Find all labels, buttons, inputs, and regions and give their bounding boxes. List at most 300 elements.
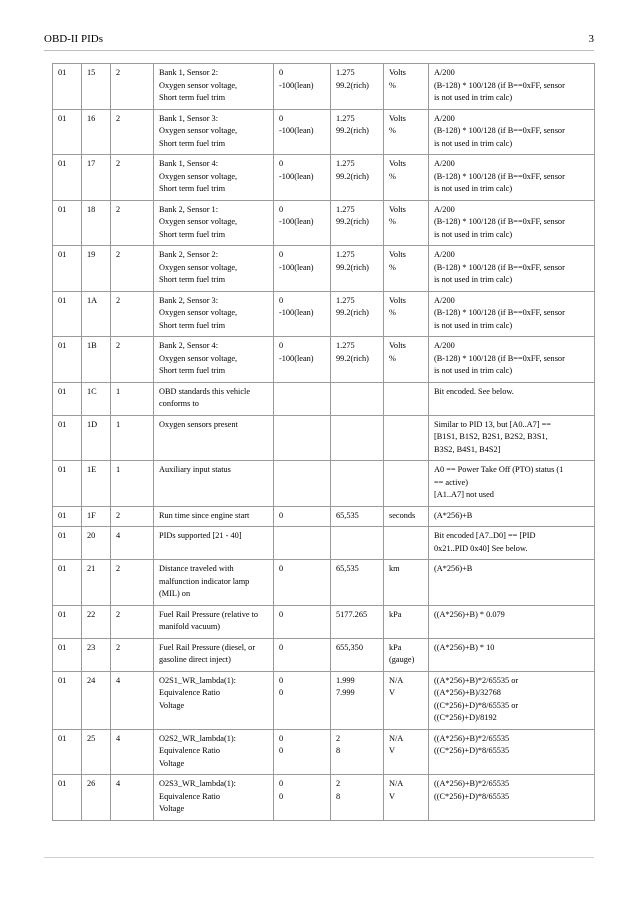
page-header (44, 30, 594, 51)
table-row (53, 246, 595, 292)
min-value-line: 0 (279, 341, 284, 350)
table-row (53, 560, 595, 606)
description-line: O2S1_WR_lambda(1): (159, 675, 236, 685)
description-line: Oxygen sensors present (159, 419, 238, 429)
table-row (53, 461, 595, 507)
max-value-cell (331, 461, 384, 507)
formula-line: ((C*256)+D)*8/65535 or (434, 700, 519, 710)
formula-line: ((A*256)+B)/32768 (434, 688, 501, 697)
bytes-cell: 2 (111, 506, 154, 527)
table-row (53, 200, 595, 246)
description-line: Short term fuel trim (159, 366, 226, 375)
description-line: Fuel Rail Pressure (diesel, or (159, 642, 256, 652)
units-line: kPa (389, 609, 402, 619)
description-line: manifold vacuum) (159, 622, 221, 631)
min-value-line: 0 (279, 791, 284, 801)
units-cell (384, 155, 429, 201)
mode-cell: 01 (53, 506, 82, 527)
min-value-line: 0 (279, 746, 284, 755)
description-line: Short term fuel trim (159, 93, 226, 102)
max-value-cell (331, 200, 384, 246)
units-line: % (389, 80, 396, 90)
description-cell (154, 200, 274, 246)
max-value-cell (331, 415, 384, 461)
formula-cell (429, 461, 595, 507)
max-value-line: 655,350 (336, 642, 363, 652)
min-value-cell (274, 605, 331, 638)
description-line: Equivalence Ratio (159, 746, 221, 755)
units-cell (384, 415, 429, 461)
table-row (53, 64, 595, 110)
max-value-line: 99.2(rich) (336, 126, 369, 135)
max-value-line: 1.275 (336, 295, 355, 305)
min-value-cell (274, 560, 331, 606)
min-value-line: 0 (279, 159, 284, 168)
formula-line: A/200 (434, 341, 455, 350)
description-line: Auxiliary input status (159, 465, 231, 474)
max-value-cell (331, 155, 384, 201)
mode-cell: 01 (53, 415, 82, 461)
formula-cell (429, 200, 595, 246)
bytes-cell: 4 (111, 775, 154, 821)
bytes-cell: 2 (111, 64, 154, 110)
max-value-line: 99.2(rich) (336, 308, 369, 317)
min-value-cell (274, 638, 331, 671)
table-row (53, 671, 595, 729)
description-line: Fuel Rail Pressure (relative to (159, 609, 259, 619)
max-value-cell (331, 729, 384, 775)
units-line: seconds (389, 510, 416, 520)
bytes-cell: 2 (111, 109, 154, 155)
bytes-cell: 4 (111, 527, 154, 560)
bytes-cell: 1 (111, 415, 154, 461)
units-line: % (389, 308, 396, 317)
description-line: Bank 2, Sensor 2: (159, 250, 218, 259)
min-value-cell (274, 775, 331, 821)
description-line: O2S3_WR_lambda(1): (159, 779, 236, 788)
formula-cell (429, 155, 595, 201)
formula-cell (429, 560, 595, 606)
units-cell (384, 337, 429, 383)
max-value-line: 1.275 (336, 68, 355, 77)
description-cell (154, 382, 274, 415)
units-cell (384, 64, 429, 110)
table-row (53, 527, 595, 560)
formula-cell (429, 64, 595, 110)
pid-table (52, 63, 595, 821)
max-value-line: 8 (336, 791, 341, 801)
mode-cell: 01 (53, 729, 82, 775)
description-line: conforms to (159, 399, 199, 408)
pid-cell: 21 (82, 560, 111, 606)
formula-line: ((C*256)+D)/8192 (434, 713, 497, 722)
min-value-line: -100(lean) (279, 262, 314, 272)
formula-line: 0x21..PID 0x40] See below. (434, 543, 528, 553)
formula-line: (B-128) * 100/128 (if B==0xFF, sensor (434, 308, 565, 317)
max-value-cell (331, 337, 384, 383)
description-line: Equivalence Ratio (159, 791, 221, 801)
pid-cell: 18 (82, 200, 111, 246)
min-value-cell (274, 729, 331, 775)
formula-line: (B-128) * 100/128 (if B==0xFF, sensor (434, 217, 565, 226)
min-value-line: 0 (279, 295, 284, 305)
formula-line: (A*256)+B (434, 564, 473, 573)
max-value-line: 2 (336, 779, 341, 788)
max-value-cell (331, 64, 384, 110)
max-value-cell (331, 775, 384, 821)
max-value-cell (331, 638, 384, 671)
formula-cell (429, 246, 595, 292)
max-value-cell (331, 382, 384, 415)
description-line: Bank 1, Sensor 4: (159, 159, 218, 168)
units-cell (384, 382, 429, 415)
min-value-line: -100(lean) (279, 353, 314, 363)
units-line: Volts (389, 295, 406, 305)
mode-cell: 01 (53, 200, 82, 246)
min-value-cell (274, 337, 331, 383)
max-value-cell (331, 506, 384, 527)
mode-cell: 01 (53, 605, 82, 638)
description-line: Oxygen sensor voltage, (159, 171, 238, 181)
description-line: OBD standards this vehicle (159, 386, 251, 396)
bytes-cell: 2 (111, 337, 154, 383)
max-value-cell (331, 671, 384, 729)
description-cell (154, 527, 274, 560)
description-line: Run time since engine start (159, 510, 250, 520)
formula-cell (429, 506, 595, 527)
description-line: Oxygen sensor voltage, (159, 80, 238, 90)
min-value-line: 0 (279, 688, 284, 697)
formula-cell (429, 109, 595, 155)
description-line: Oxygen sensor voltage, (159, 126, 238, 135)
units-line: V (389, 688, 395, 697)
max-value-cell (331, 605, 384, 638)
units-line: % (389, 217, 396, 226)
formula-line: is not used in trim calc) (434, 275, 513, 284)
document-title: OBD-II PIDs (44, 33, 103, 45)
max-value-line: 7.999 (336, 688, 355, 697)
pid-cell: 19 (82, 246, 111, 292)
formula-line: A0 == Power Take Off (PTO) status (1 (434, 465, 564, 474)
description-line: (MIL) on (159, 589, 191, 598)
min-value-cell (274, 461, 331, 507)
bytes-cell: 2 (111, 605, 154, 638)
table-row (53, 775, 595, 821)
bytes-cell: 1 (111, 461, 154, 507)
max-value-line: 2 (336, 733, 341, 743)
min-value-cell (274, 200, 331, 246)
description-line: Short term fuel trim (159, 138, 226, 148)
table-row (53, 382, 595, 415)
units-cell (384, 775, 429, 821)
pid-cell: 1E (82, 461, 111, 507)
description-line: Voltage (159, 804, 185, 813)
formula-cell (429, 671, 595, 729)
description-line: Distance traveled with (159, 564, 234, 573)
units-cell (384, 109, 429, 155)
formula-line: (A*256)+B (434, 510, 473, 520)
formula-line: is not used in trim calc) (434, 320, 513, 330)
max-value-line: 1.275 (336, 159, 355, 168)
max-value-line: 8 (336, 746, 341, 755)
units-line: Volts (389, 68, 406, 77)
formula-line: ((A*256)+B)*2/65535 or (434, 675, 519, 685)
min-value-cell (274, 506, 331, 527)
description-line: Bank 2, Sensor 1: (159, 204, 218, 214)
description-line: Equivalence Ratio (159, 688, 221, 697)
pid-cell: 15 (82, 64, 111, 110)
mode-cell: 01 (53, 291, 82, 337)
table-row (53, 109, 595, 155)
pid-cell: 1F (82, 506, 111, 527)
min-value-line: 0 (279, 68, 284, 77)
formula-line: is not used in trim calc) (434, 229, 513, 239)
formula-line: is not used in trim calc) (434, 184, 513, 193)
max-value-line: 99.2(rich) (336, 262, 369, 272)
units-line: N/A (389, 733, 404, 743)
formula-line: A/200 (434, 113, 455, 123)
min-value-line: 0 (279, 609, 284, 619)
table-row (53, 155, 595, 201)
min-value-line: 0 (279, 510, 284, 520)
bytes-cell: 2 (111, 246, 154, 292)
pid-cell: 1B (82, 337, 111, 383)
description-cell (154, 638, 274, 671)
formula-cell (429, 527, 595, 560)
units-line: % (389, 171, 396, 181)
pid-cell: 22 (82, 605, 111, 638)
formula-line: is not used in trim calc) (434, 138, 513, 148)
bytes-cell: 2 (111, 291, 154, 337)
min-value-cell (274, 155, 331, 201)
max-value-line: 1.999 (336, 675, 355, 685)
pid-cell: 1D (82, 415, 111, 461)
formula-line: [B1S1, B1S2, B2S1, B2S2, B3S1, (434, 432, 548, 441)
units-cell (384, 200, 429, 246)
table-row (53, 729, 595, 775)
description-line: Bank 1, Sensor 2: (159, 68, 218, 77)
description-cell (154, 337, 274, 383)
max-value-line: 99.2(rich) (336, 217, 369, 226)
pid-cell: 17 (82, 155, 111, 201)
formula-cell (429, 291, 595, 337)
mode-cell: 01 (53, 382, 82, 415)
formula-line: ((A*256)+B) * 0.079 (434, 609, 505, 619)
max-value-line: 99.2(rich) (336, 171, 369, 181)
mode-cell: 01 (53, 560, 82, 606)
formula-line: A/200 (434, 204, 455, 214)
table-row (53, 605, 595, 638)
max-value-line: 99.2(rich) (336, 80, 369, 90)
bytes-cell: 2 (111, 638, 154, 671)
formula-line: Bit encoded [A7..D0] == [PID (434, 531, 536, 540)
units-line: N/A (389, 779, 404, 788)
description-line: Voltage (159, 758, 185, 768)
units-line: Volts (389, 204, 406, 214)
description-line: Short term fuel trim (159, 184, 226, 193)
formula-cell (429, 337, 595, 383)
table-row (53, 506, 595, 527)
units-cell (384, 671, 429, 729)
units-line: Volts (389, 341, 406, 350)
formula-cell (429, 729, 595, 775)
pid-cell: 25 (82, 729, 111, 775)
min-value-cell (274, 382, 331, 415)
max-value-cell (331, 527, 384, 560)
min-value-cell (274, 415, 331, 461)
formula-line: ((C*256)+D)*8/65535 (434, 746, 510, 755)
units-cell (384, 527, 429, 560)
footer-rule (44, 857, 594, 858)
formula-cell (429, 775, 595, 821)
formula-line: A/200 (434, 250, 455, 259)
formula-cell (429, 605, 595, 638)
description-cell (154, 775, 274, 821)
formula-cell (429, 382, 595, 415)
pid-cell: 1A (82, 291, 111, 337)
formula-line: ((A*256)+B)*2/65535 (434, 779, 510, 788)
description-cell (154, 671, 274, 729)
description-cell (154, 155, 274, 201)
min-value-cell (274, 291, 331, 337)
description-line: PIDs supported [21 - 40] (159, 531, 242, 540)
units-cell (384, 605, 429, 638)
max-value-line: 1.275 (336, 113, 355, 123)
description-line: Oxygen sensor voltage, (159, 262, 238, 272)
units-line: Volts (389, 113, 406, 123)
description-line: malfunction indicator lamp (159, 576, 250, 586)
mode-cell: 01 (53, 638, 82, 671)
mode-cell: 01 (53, 155, 82, 201)
mode-cell: 01 (53, 246, 82, 292)
min-value-line: 0 (279, 113, 284, 123)
min-value-cell (274, 64, 331, 110)
max-value-cell (331, 291, 384, 337)
description-cell (154, 109, 274, 155)
formula-line: A/200 (434, 68, 455, 77)
mode-cell: 01 (53, 461, 82, 507)
mode-cell: 01 (53, 775, 82, 821)
units-line: Volts (389, 159, 406, 168)
min-value-cell (274, 109, 331, 155)
formula-line: is not used in trim calc) (434, 366, 513, 375)
units-cell (384, 461, 429, 507)
min-value-line: -100(lean) (279, 171, 314, 181)
page-number: 3 (588, 33, 594, 45)
formula-cell (429, 415, 595, 461)
description-cell (154, 415, 274, 461)
max-value-cell (331, 246, 384, 292)
mode-cell: 01 (53, 64, 82, 110)
pid-cell: 16 (82, 109, 111, 155)
description-line: Oxygen sensor voltage, (159, 353, 238, 363)
max-value-cell (331, 109, 384, 155)
min-value-cell (274, 671, 331, 729)
description-line: gasoline direct inject) (159, 655, 231, 664)
min-value-line: 0 (279, 250, 284, 259)
table-row (53, 638, 595, 671)
units-line: V (389, 746, 395, 755)
description-cell (154, 246, 274, 292)
units-line: V (389, 791, 395, 801)
units-line: % (389, 126, 396, 135)
description-cell (154, 291, 274, 337)
units-line: kPa (gauge) (389, 642, 415, 664)
description-line: Bank 1, Sensor 3: (159, 113, 218, 123)
max-value-line: 99.2(rich) (336, 353, 369, 363)
units-cell (384, 638, 429, 671)
formula-line: Similar to PID 13, but [A0..A7] == (434, 419, 551, 429)
formula-line: == active) (434, 477, 469, 487)
description-cell (154, 461, 274, 507)
units-line: % (389, 353, 396, 363)
pid-cell: 24 (82, 671, 111, 729)
min-value-line: 0 (279, 779, 284, 788)
min-value-line: 0 (279, 733, 284, 743)
min-value-line: 0 (279, 642, 284, 652)
bytes-cell: 2 (111, 560, 154, 606)
max-value-line: 1.275 (336, 250, 355, 259)
min-value-line: -100(lean) (279, 80, 314, 90)
description-cell (154, 506, 274, 527)
description-line: O2S2_WR_lambda(1): (159, 733, 236, 743)
min-value-line: -100(lean) (279, 217, 314, 226)
formula-line: A/200 (434, 159, 455, 168)
min-value-cell (274, 246, 331, 292)
pid-cell: 1C (82, 382, 111, 415)
max-value-cell (331, 560, 384, 606)
description-line: Oxygen sensor voltage, (159, 308, 238, 317)
units-line: Volts (389, 250, 406, 259)
bytes-cell: 2 (111, 200, 154, 246)
min-value-line: 0 (279, 204, 284, 214)
units-cell (384, 506, 429, 527)
min-value-cell (274, 527, 331, 560)
pid-table-body (53, 64, 595, 821)
description-line: Voltage (159, 700, 185, 710)
description-line: Bank 2, Sensor 3: (159, 295, 218, 305)
table-row (53, 337, 595, 383)
formula-line: ((A*256)+B)*2/65535 (434, 733, 510, 743)
min-value-line: -100(lean) (279, 308, 314, 317)
formula-line: A/200 (434, 295, 455, 305)
mode-cell: 01 (53, 671, 82, 729)
bytes-cell: 4 (111, 671, 154, 729)
description-line: Short term fuel trim (159, 320, 226, 330)
min-value-line: 0 (279, 675, 284, 685)
units-cell (384, 560, 429, 606)
description-line: Short term fuel trim (159, 275, 226, 284)
units-cell (384, 729, 429, 775)
formula-line: (B-128) * 100/128 (if B==0xFF, sensor (434, 80, 565, 90)
description-line: Oxygen sensor voltage, (159, 217, 238, 226)
units-line: N/A (389, 675, 404, 685)
min-value-line: -100(lean) (279, 126, 314, 135)
bytes-cell: 1 (111, 382, 154, 415)
units-line: km (389, 564, 400, 573)
mode-cell: 01 (53, 337, 82, 383)
bytes-cell: 2 (111, 155, 154, 201)
pid-cell: 20 (82, 527, 111, 560)
mode-cell: 01 (53, 109, 82, 155)
formula-line: (B-128) * 100/128 (if B==0xFF, sensor (434, 353, 565, 363)
description-cell (154, 605, 274, 638)
formula-line: (B-128) * 100/128 (if B==0xFF, sensor (434, 171, 565, 181)
max-value-line: 65,535 (336, 510, 359, 520)
description-line: Short term fuel trim (159, 229, 226, 239)
formula-line: ((C*256)+D)*8/65535 (434, 791, 510, 801)
units-cell (384, 246, 429, 292)
